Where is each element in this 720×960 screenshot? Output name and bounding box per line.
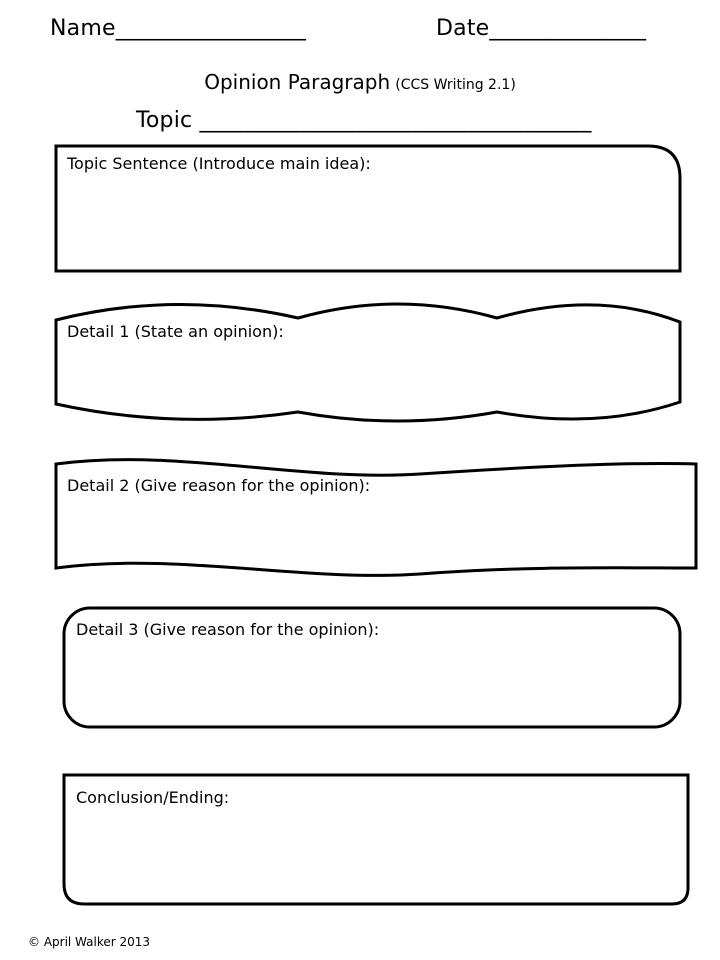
conclusion-label: Conclusion/Ending: <box>76 788 230 807</box>
detail2-label: Detail 2 (Give reason for the opinion): <box>67 476 371 495</box>
name-field[interactable]: Name_________________ <box>50 16 307 41</box>
copyright-footer: © April Walker 2013 <box>28 935 151 949</box>
detail1-writing-area[interactable] <box>60 346 676 402</box>
topic-sentence-label: Topic Sentence (Introduce main idea): <box>67 154 371 173</box>
topic-sentence-writing-area[interactable] <box>58 176 678 268</box>
title-subtitle: (CCS Writing 2.1) <box>395 77 516 93</box>
topic-field[interactable]: Topic ___________________________________ <box>136 108 592 133</box>
detail3-label: Detail 3 (Give reason for the opinion): <box>76 620 380 639</box>
detail3-writing-area[interactable] <box>70 646 674 722</box>
conclusion-writing-area[interactable] <box>70 814 682 898</box>
page-title <box>0 70 720 94</box>
date-field[interactable]: Date______________ <box>436 16 647 41</box>
detail1-label: Detail 1 (State an opinion): <box>67 322 284 341</box>
detail2-writing-area[interactable] <box>60 502 690 558</box>
title-main: Opinion Paragraph <box>204 70 391 94</box>
